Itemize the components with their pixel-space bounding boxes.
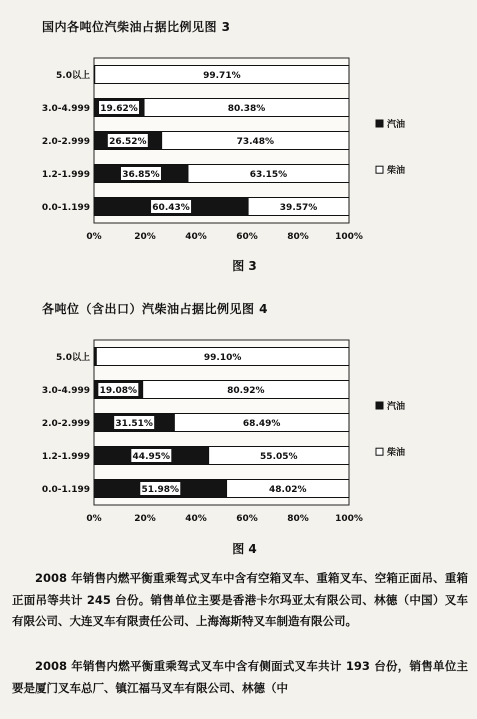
legend-swatch [376,120,383,127]
legend-label: 汽油 [387,402,406,412]
chart-2 [0,332,477,532]
data-label: 26.52% [109,137,147,147]
data-label: 99.10% [203,353,242,363]
category-label: 0.0-1.199 [41,203,90,213]
x-tick-label: 80% [287,514,309,524]
data-label: 73.48% [236,137,275,147]
legend-label: 汽油 [387,120,406,130]
legend-swatch [376,402,383,409]
category-label: 0.0-1.199 [41,485,90,495]
category-label: 2.0-2.999 [41,419,90,429]
data-label: 48.02% [269,485,307,495]
x-tick-label: 80% [287,232,309,242]
data-label: 80.92% [227,386,265,396]
x-tick-label: 100% [335,514,363,524]
legend-swatch [376,166,383,173]
data-label: 36.85% [122,170,160,180]
category-label: 5.0以上 [56,71,90,81]
data-label: 80.38% [227,104,266,114]
legend-swatch [376,448,383,455]
x-tick-label: 20% [134,232,156,242]
chart-1 [0,50,477,250]
category-label: 5.0以上 [56,353,90,363]
x-tick-label: 60% [236,232,258,242]
x-tick-label: 0% [86,514,102,524]
data-label: 19.62% [100,104,138,114]
data-label: 60.43% [152,203,190,213]
data-label: 68.49% [242,419,281,429]
legend-label: 柴油 [387,448,406,459]
category-label: 3.0-4.999 [41,104,90,114]
chart-1-caption: 图 3 [232,259,257,273]
data-label: 55.05% [260,452,298,462]
category-label: 1.2-1.999 [41,452,90,462]
chart-1-title: 国内各吨位汽柴油占据比例见图 3 [42,20,231,34]
data-label: 19.08% [99,386,138,396]
data-label: 63.15% [249,170,288,180]
body-paragraph-1: 2008 年销售内燃平衡重乘驾式叉车中含有空箱叉车、重箱叉车、空箱正面吊、重箱正面吊等共计 245 台份。销售单位主要是香港卡尔玛亚太有限公司、林德（中国）叉车有限公司、大连叉车有限责任公司、上海海斯特叉车制造有限公司。 [12,571,468,628]
data-label: 31.51% [115,419,153,429]
x-tick-label: 100% [335,232,363,242]
category-label: 3.0-4.999 [41,386,90,396]
chart-2-caption: 图 4 [232,542,257,556]
data-label: 39.57% [279,203,318,213]
x-tick-label: 40% [185,232,207,242]
chart-2-title: 各吨位（含出口）汽柴油占据比例见图 4 [42,302,269,316]
x-tick-label: 60% [236,514,258,524]
body-paragraph-2: 2008 年销售内燃平衡重乘驾式叉车中含有侧面式叉车共计 193 台份，销售单位主要是厦门叉车总厂、镇江福马叉车有限公司、林德（中 [12,659,468,695]
data-label: 51.98% [141,485,180,495]
category-label: 2.0-2.999 [41,137,90,147]
x-tick-label: 0% [86,232,102,242]
category-label: 1.2-1.999 [41,170,90,180]
x-tick-label: 20% [134,514,156,524]
data-label: 44.95% [132,452,171,462]
data-label: 99.71% [203,71,241,81]
legend-label: 柴油 [387,166,406,177]
x-tick-label: 40% [185,514,207,524]
